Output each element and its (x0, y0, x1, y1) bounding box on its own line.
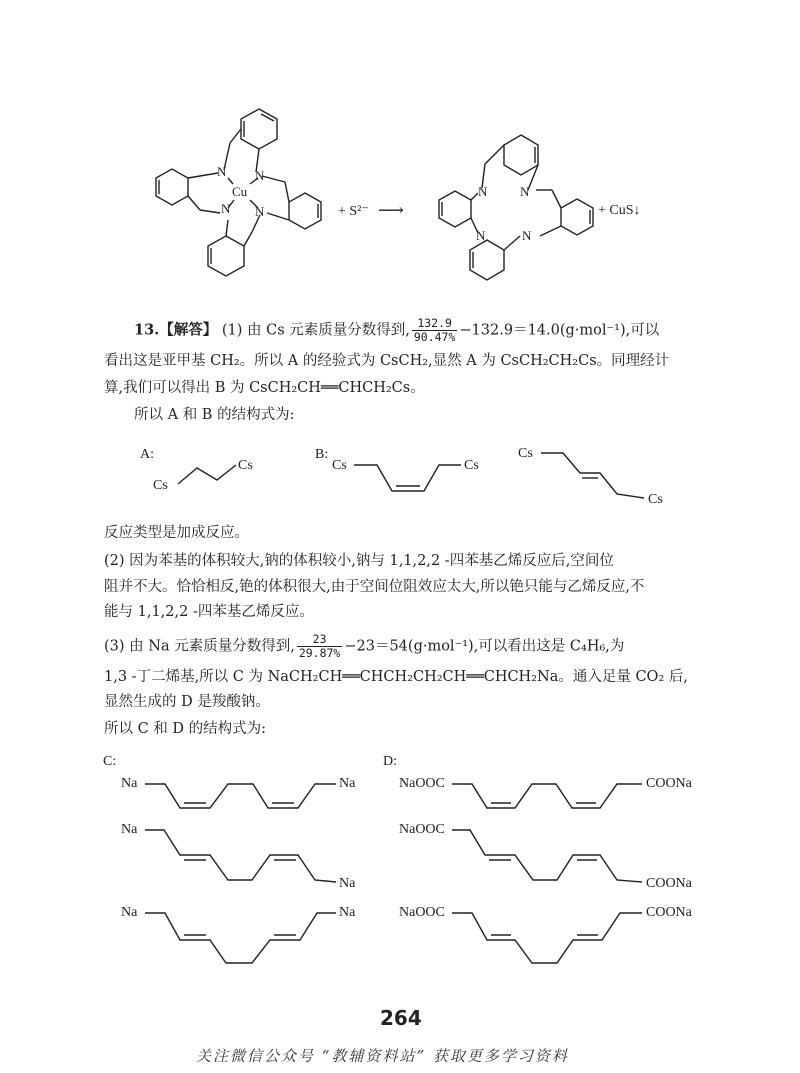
answer-tag: 【解答】 (159, 321, 218, 339)
n-atom: N (520, 184, 530, 199)
reagent-label: + S²⁻ (338, 204, 369, 219)
fraction-cs: $\frac{132.9}{90.47\%}$ (413, 316, 456, 344)
reaction-arrow: ⟶ (378, 200, 404, 220)
coona-group: COONa (646, 876, 692, 891)
q13-line-4: 所以 A 和 B 的结构式为: (134, 407, 295, 423)
label-c: C: (103, 754, 117, 769)
cu-atom: Cu (232, 184, 248, 199)
page-number: 264 (380, 1006, 422, 1030)
n-atom: N (221, 201, 231, 216)
p3-line-1: (3) 由 Na 元素质量分数得到, $\frac{23}{29.87\%}$ −23＝54(g·mol⁻¹),可以看出这是 C₄H₆,为 (104, 632, 625, 660)
n-atom: N (255, 168, 265, 183)
coona-group: COONa (646, 905, 692, 920)
label-d: D: (383, 754, 397, 769)
p2-line-2: 阻并不大。恰恰相反,铯的体积很大,由于空间位阻效应太大,所以铯只能与乙烯反应,不 (104, 579, 645, 595)
n-atom: N (522, 228, 532, 243)
na-atom: Na (121, 822, 138, 837)
q13-line-1: 13.【解答】 (1) 由 Cs 元素质量分数得到, $\frac{132.9}{90.47\%}$ −132.9＝14.0(g·mol⁻¹),可以 (134, 316, 660, 344)
product-label: + CuS↓ (598, 203, 641, 218)
p3-line-4: 所以 C 和 D 的结构式为: (104, 721, 267, 737)
naooc-group: NaOOC (399, 905, 445, 920)
label-a: A: (140, 447, 154, 462)
cs-atom: Cs (464, 458, 479, 473)
question-number: 13. (134, 321, 160, 339)
naooc-group: NaOOC (399, 822, 445, 837)
p2-line-3: 能与 1,1,2,2 -四苯基乙烯反应。 (104, 604, 314, 620)
label-b: B: (315, 447, 329, 462)
p3-line-2: 1,3 -丁二烯基,所以 C 为 NaCH₂CH══CHCH₂CH₂CH══CHCH₂Na。通入足量 CO₂ 后, (104, 669, 688, 685)
n-atom: N (478, 184, 488, 199)
cs-atom: Cs (518, 446, 533, 461)
coona-group: COONa (646, 776, 692, 791)
cs-atom: Cs (153, 478, 168, 493)
footer-promo: 关注微信公众号 “教辅资料站” 获取更多学习资料 (196, 1047, 569, 1065)
n-atom: N (217, 164, 227, 179)
fraction-na: $\frac{23}{29.87\%}$ (298, 632, 341, 660)
na-atom: Na (339, 876, 356, 891)
na-atom: Na (121, 776, 138, 791)
na-atom: Na (339, 905, 356, 920)
n-atom: N (476, 228, 486, 243)
na-atom: Na (121, 905, 138, 920)
naooc-group: NaOOC (399, 776, 445, 791)
cs-atom: Cs (648, 492, 663, 507)
p3-line-3: 显然生成的 D 是羧酸钠。 (104, 694, 270, 710)
n-atom: N (255, 204, 265, 219)
q13-line-2: 看出这是亚甲基 CH₂。所以 A 的经验式为 CsCH₂,显然 A 为 CsCH₂CH₂Cs。同理经计 (104, 353, 670, 369)
cs-atom: Cs (238, 458, 253, 473)
p2-line-1: (2) 因为苯基的体积较大,钠的体积较小,钠与 1,1,2,2 -四苯基乙烯反应后,空间位 (104, 553, 614, 569)
q13-line-3: 算,我们可以得出 B 为 CsCH₂CH══CHCH₂Cs。 (104, 380, 425, 396)
reaction-type: 反应类型是加成反应。 (104, 525, 249, 541)
cs-atom: Cs (332, 458, 347, 473)
na-atom: Na (339, 776, 356, 791)
